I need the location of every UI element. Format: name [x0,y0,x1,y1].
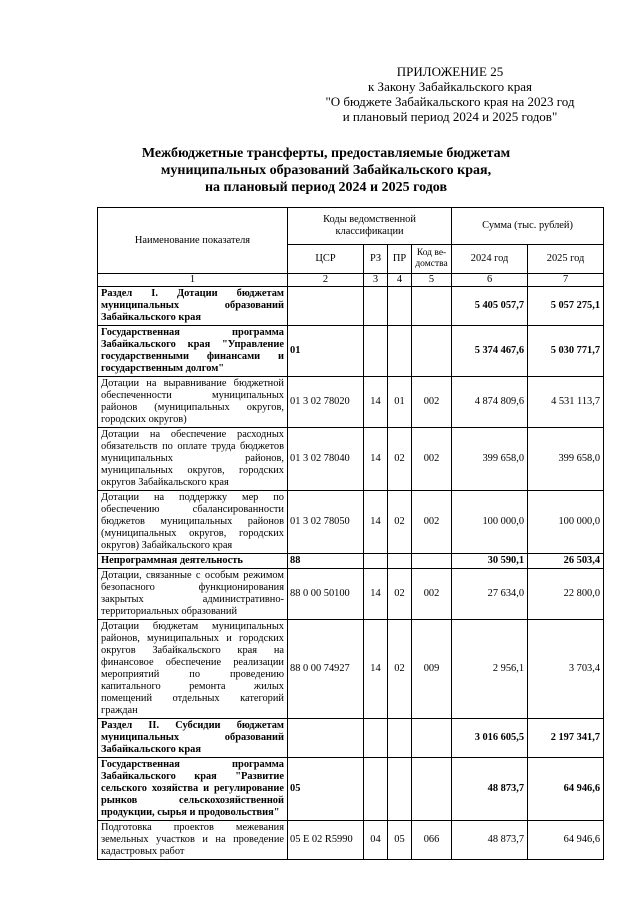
row-ved: 002 [412,377,452,428]
table-row [98,554,604,569]
row-name: Дотации бюджетам муниципальных районов, муниципальных и городских округов Забайкальского края на финансовое обеспечение реализации мероприятий по проведению капитального ремонта жилых помещений отдельных категорий граждан [98,620,288,719]
table-row [98,326,604,377]
transfers-table [97,207,604,860]
row-2025: 3 703,4 [528,620,604,719]
appendix-law-title: "О бюджете Забайкальского края на 2023 год [325,94,575,109]
row-ved: 009 [412,620,452,719]
table-row [98,758,604,821]
row-2025: 26 503,4 [528,554,604,569]
row-2025: 5 030 771,7 [528,326,604,377]
row-pr [388,719,412,758]
header-2024: 2024 год [452,245,528,274]
row-ved: 002 [412,491,452,554]
table-row [98,377,604,428]
row-csr: 01 3 02 78050 [288,491,364,554]
row-pr: 02 [388,491,412,554]
row-name: Раздел I. Дотации бюджетам муниципальных образований Забайкальского края [98,287,288,326]
row-pr: 02 [388,428,412,491]
row-ved: 002 [412,569,452,620]
row-2025: 100 000,0 [528,491,604,554]
row-name: Дотации на поддержку мер по обеспечению сбалансированности бюджетов муниципальных районов (муниципальных округов, городских округов) Забайкальского края [98,491,288,554]
row-2024: 27 634,0 [452,569,528,620]
row-rz: 14 [364,569,388,620]
header-ved: Код ве-домства [412,245,452,274]
document-title [96,145,556,196]
row-csr [288,719,364,758]
row-rz: 14 [364,377,388,428]
row-pr: 02 [388,569,412,620]
row-2025: 4 531 113,7 [528,377,604,428]
table-row [98,428,604,491]
appendix-block [300,64,600,124]
appendix-law: к Закону Забайкальского края [367,79,532,94]
row-name: Государственная программа Забайкальского края "Управление государственными финансами и государственным долгом" [98,326,288,377]
row-2025: 22 800,0 [528,569,604,620]
row-csr: 88 0 00 74927 [288,620,364,719]
row-csr: 01 3 02 78020 [288,377,364,428]
row-csr [288,287,364,326]
title-line-1: Межбюджетные трансферты, предоставляемые бюджетам [141,146,511,161]
col-number: 1 [98,274,288,287]
col-number: 3 [364,274,388,287]
header-csr: ЦСР [288,245,364,274]
header-pr: ПР [388,245,412,274]
row-ved [412,287,452,326]
row-name: Государственная программа Забайкальского края "Развитие сельского хозяйства и регулирование рынков сельскохозяйственной продукции, сырья и продовольствия" [98,758,288,821]
col-number: 7 [528,274,604,287]
header-sum-group: Сумма (тыс. рублей) [452,208,604,245]
row-pr: 02 [388,620,412,719]
row-ved [412,554,452,569]
row-csr: 01 [288,326,364,377]
row-2024: 4 874 809,6 [452,377,528,428]
table-row [98,620,604,719]
col-number: 4 [388,274,412,287]
col-number: 2 [288,274,364,287]
row-2024: 5 374 467,6 [452,326,528,377]
row-ved: 066 [412,821,452,860]
row-pr [388,554,412,569]
row-csr: 01 3 02 78040 [288,428,364,491]
table-row [98,821,604,860]
row-2024: 100 000,0 [452,491,528,554]
row-name: Дотации, связанные с особым режимом безопасного функционирования закрытых административно-территориальных образований [98,569,288,620]
row-rz: 14 [364,620,388,719]
appendix-period: и плановый период 2024 и 2025 годов" [342,109,558,124]
row-rz [364,719,388,758]
row-2024: 5 405 057,7 [452,287,528,326]
header-codes-group: Коды ведомственной классификации [288,208,452,245]
row-2024: 399 658,0 [452,428,528,491]
row-rz: 14 [364,428,388,491]
table-row [98,719,604,758]
row-rz: 04 [364,821,388,860]
appendix-number: ПРИЛОЖЕНИЕ 25 [396,64,504,79]
row-2024: 48 873,7 [452,758,528,821]
row-pr: 01 [388,377,412,428]
row-rz: 14 [364,491,388,554]
row-2025: 2 197 341,7 [528,719,604,758]
row-2024: 3 016 605,5 [452,719,528,758]
header-name: Наименование показателя [98,208,288,274]
row-rz [364,326,388,377]
row-name: Дотации на обеспечение расходных обязательств по оплате труда бюджетов муниципальных районов, муниципальных округов, городских округов Забайкальского края [98,428,288,491]
column-numbers-row [98,274,604,287]
col-number: 5 [412,274,452,287]
row-name: Подготовка проектов межевания земельных участков и на проведение кадастровых работ [98,821,288,860]
row-ved [412,326,452,377]
title-line-2: муниципальных образований Забайкальского края, [160,163,492,178]
title-line-3: на плановый период 2024 и 2025 годов [204,180,448,195]
row-csr: 05 E 02 R5990 [288,821,364,860]
row-ved: 002 [412,428,452,491]
row-name: Непрограммная деятельность [98,554,288,569]
row-pr [388,287,412,326]
row-pr: 05 [388,821,412,860]
row-2024: 48 873,7 [452,821,528,860]
table-row [98,491,604,554]
row-2025: 399 658,0 [528,428,604,491]
col-number: 6 [452,274,528,287]
row-pr [388,326,412,377]
row-rz [364,554,388,569]
header-2025: 2025 год [528,245,604,274]
row-rz [364,287,388,326]
row-name: Дотации на выравнивание бюджетной обеспеченности муниципальных районов (муниципальных округов, городских округов) [98,377,288,428]
row-ved [412,758,452,821]
header-rz: РЗ [364,245,388,274]
table-row [98,287,604,326]
row-pr [388,758,412,821]
row-2025: 5 057 275,1 [528,287,604,326]
row-2024: 2 956,1 [452,620,528,719]
row-csr: 88 0 00 50100 [288,569,364,620]
row-2025: 64 946,6 [528,758,604,821]
table-row [98,569,604,620]
row-2024: 30 590,1 [452,554,528,569]
row-name: Раздел II. Субсидии бюджетам муниципальных образований Забайкальского края [98,719,288,758]
row-csr: 05 [288,758,364,821]
row-rz [364,758,388,821]
row-2025: 64 946,6 [528,821,604,860]
row-ved [412,719,452,758]
row-csr: 88 [288,554,364,569]
